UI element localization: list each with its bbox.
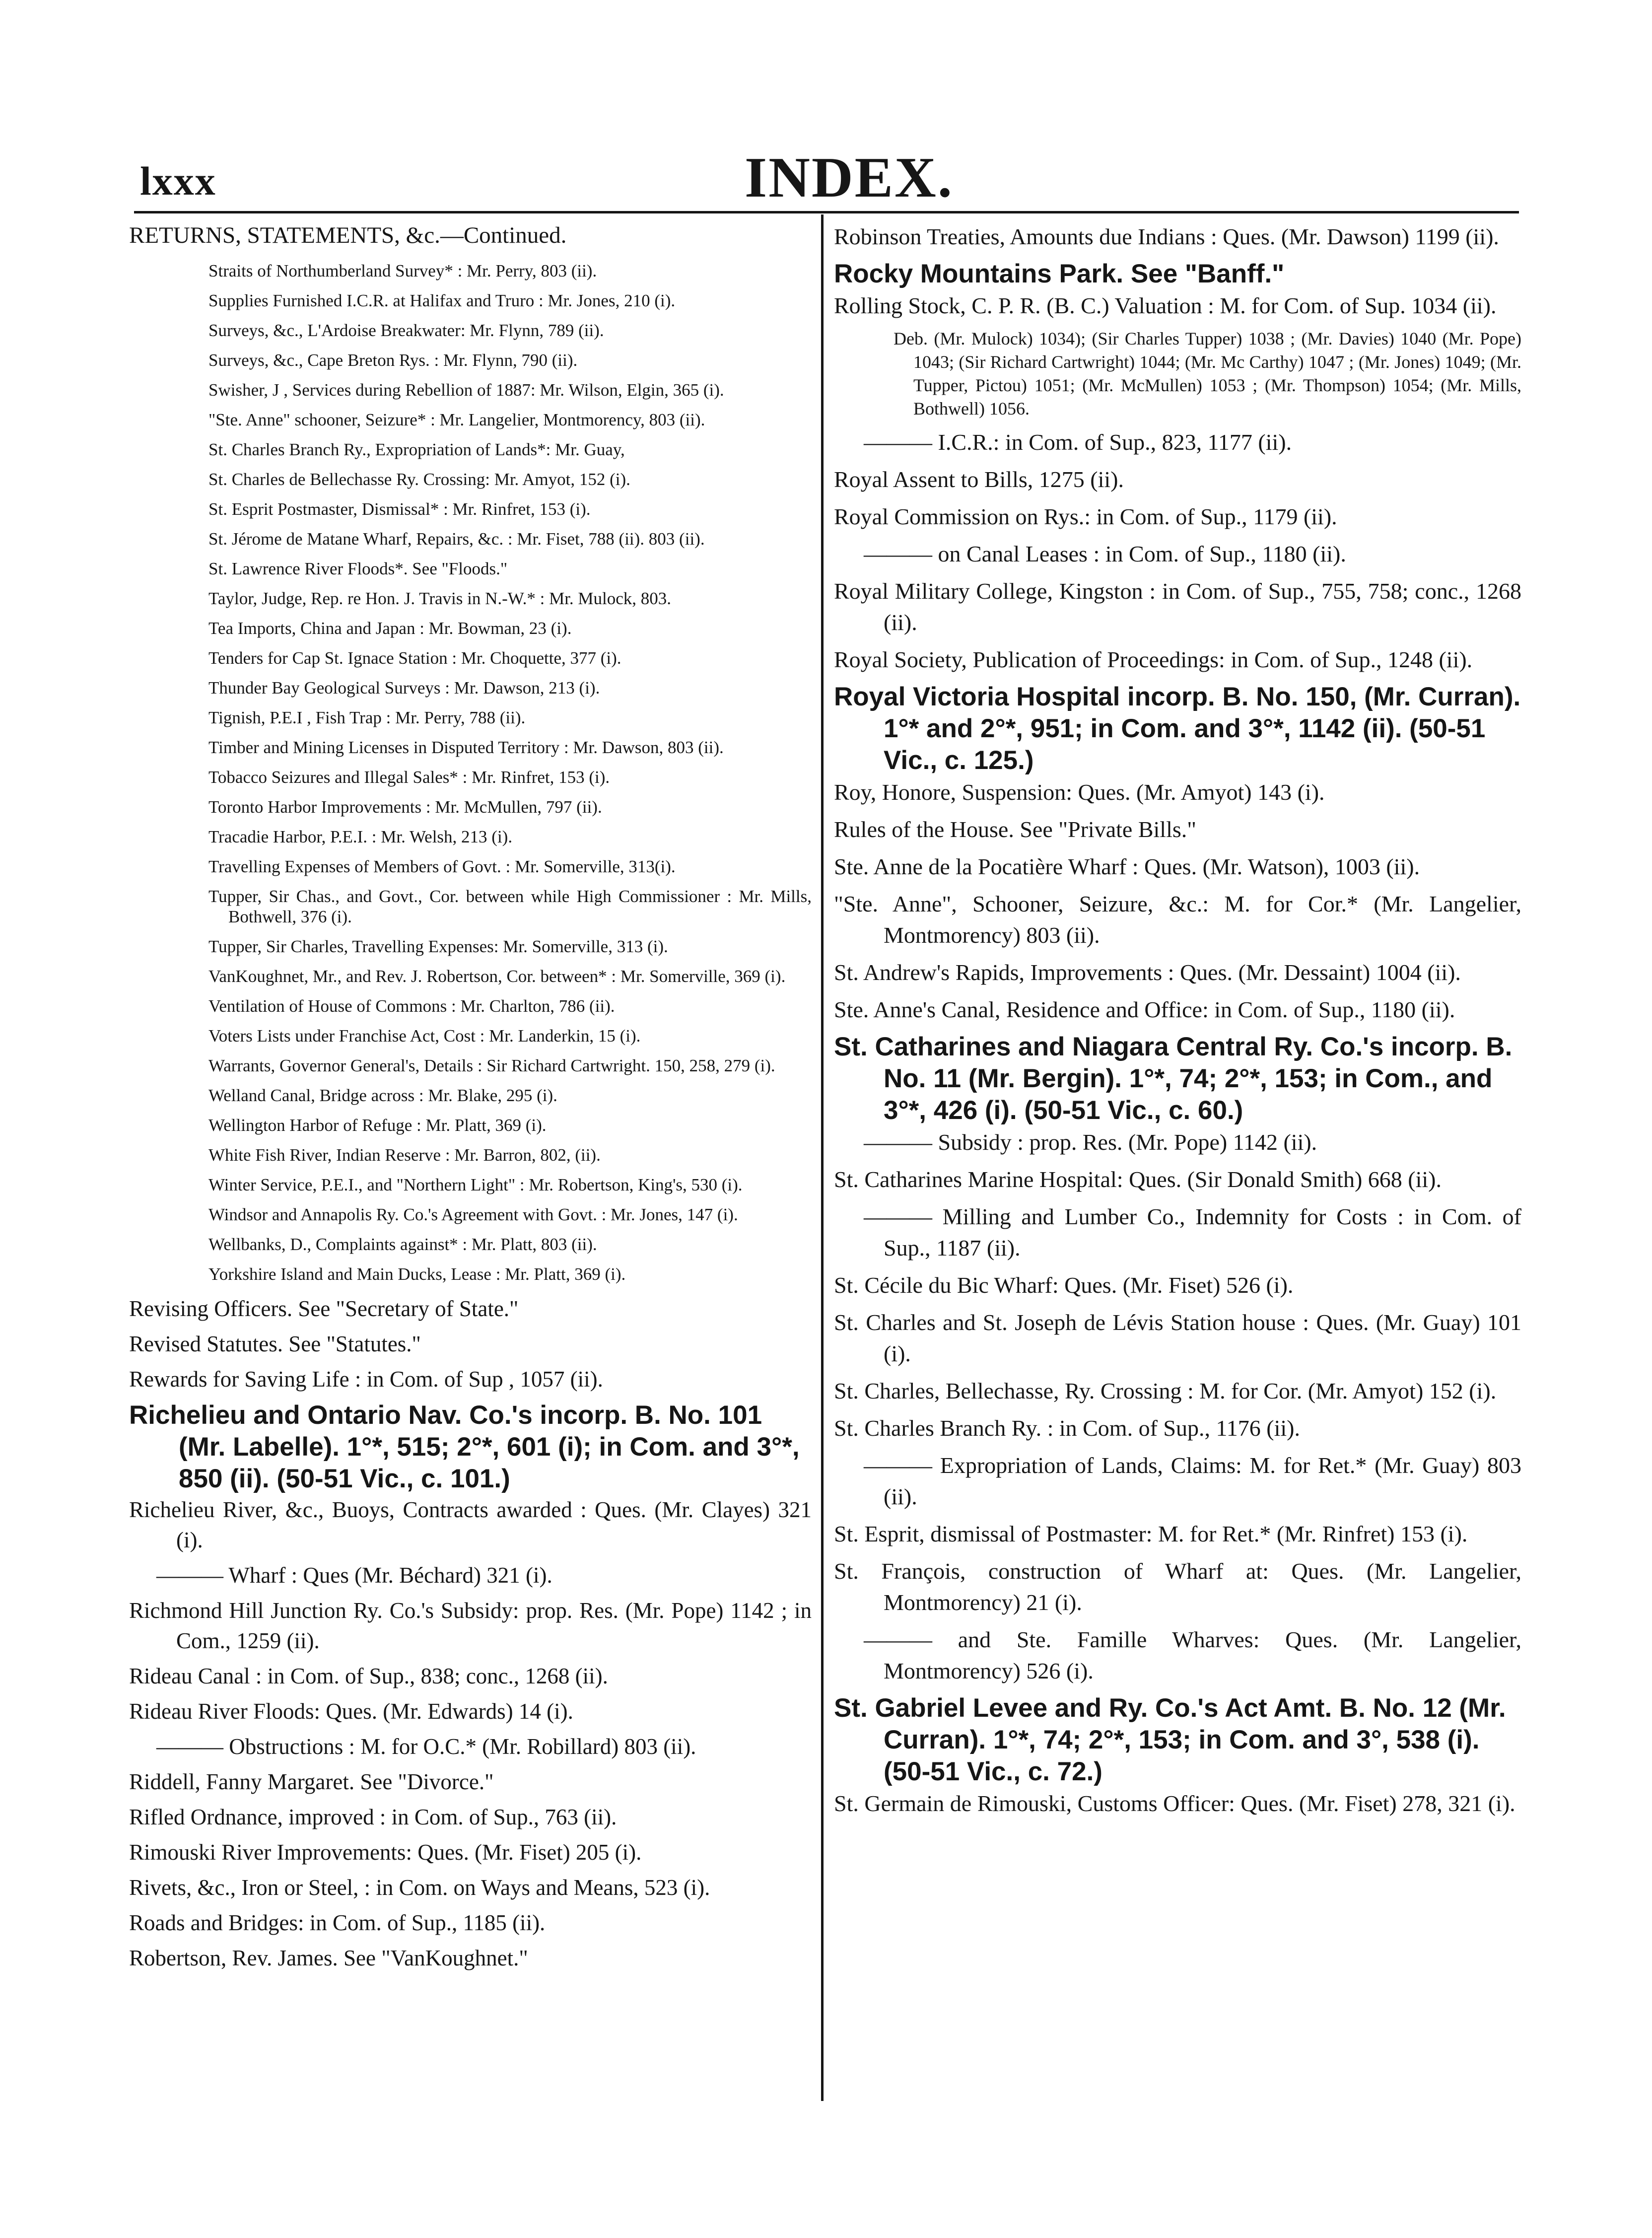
index-entry: Rewards for Saving Life : in Com. of Sup , 1057 (ii). — [129, 1367, 603, 1392]
index-entry: "Ste. Anne", Schooner, Seizure, &c.: M. for Cor.* (Mr. Langelier, Montmorency) 803 (ii). — [834, 891, 1521, 948]
index-entry: Ventilation of House of Commons : Mr. Charlton, 786 (ii). — [208, 996, 615, 1016]
index-entry: Tracadie Harbor, P.E.I. : Mr. Welsh, 213 (i). — [208, 827, 513, 846]
index-entry: St. Catharines Marine Hospital: Ques. (Sir Donald Smith) 668 (ii). — [834, 1167, 1442, 1192]
index-entry: Windsor and Annapolis Ry. Co.'s Agreement with Govt. : Mr. Jones, 147 (i). — [208, 1205, 738, 1224]
index-entry: Thunder Bay Geological Surveys : Mr. Dawson, 213 (i). — [208, 678, 600, 698]
index-entry: Royal Military College, Kingston : in Com. of Sup., 755, 758; conc., 1268 (ii). — [834, 578, 1521, 635]
index-entry: Richmond Hill Junction Ry. Co.'s Subsidy: prop. Res. (Mr. Pope) 1142 ; in Com., 1259 (ii). — [129, 1598, 812, 1653]
index-entry: Ste. Anne's Canal, Residence and Office: in Com. of Sup., 1180 (ii). — [834, 997, 1455, 1022]
index-entry: Royal Assent to Bills, 1275 (ii). — [834, 467, 1124, 492]
index-entry: Surveys, &c., L'Ardoise Breakwater: Mr. Flynn, 789 (ii). — [208, 321, 604, 340]
index-entry: Roy, Honore, Suspension: Ques. (Mr. Amyot) 143 (i). — [834, 779, 1325, 805]
index-entry: Riddell, Fanny Margaret. See "Divorce." — [129, 1769, 494, 1794]
index-entry: Warrants, Governor General's, Details : Sir Richard Cartwright. 150, 258, 279 (i). — [208, 1056, 775, 1075]
index-entry: Tobacco Seizures and Illegal Sales* : Mr. Rinfret, 153 (i). — [208, 768, 610, 787]
index-entry: "Ste. Anne" schooner, Seizure* : Mr. Langelier, Montmorency, 803 (ii). — [208, 410, 705, 429]
index-entry: Rules of the House. See "Private Bills." — [834, 817, 1197, 842]
index-entry: Roads and Bridges: in Com. of Sup., 1185 (ii). — [129, 1910, 546, 1935]
index-entry: Revising Officers. See "Secretary of State." — [129, 1296, 519, 1321]
index-entry: ——— Wharf : Ques (Mr. Béchard) 321 (i). — [156, 1563, 552, 1588]
index-entry: Rivets, &c., Iron or Steel, : in Com. on Ways and Means, 523 (i). — [129, 1875, 710, 1900]
index-entry: Rimouski River Improvements: Ques. (Mr. Fiset) 205 (i). — [129, 1840, 642, 1865]
index-entry: Rideau Canal : in Com. of Sup., 838; conc., 1268 (ii). — [129, 1664, 608, 1688]
index-entry: Richelieu and Ontario Nav. Co.'s incorp. B. No. 101 (Mr. Labelle). 1°*, 515; 2°*, 601 (i); in Com. and 3°*, 850 (ii). (50-51 Vic., c. 101.) — [129, 1400, 800, 1493]
index-entry: St. Cécile du Bic Wharf: Ques. (Mr. Fiset) 526 (i). — [834, 1272, 1294, 1298]
index-entry: White Fish River, Indian Reserve : Mr. Barron, 802, (ii). — [208, 1145, 601, 1165]
index-entry: Swisher, J , Services during Rebellion of 1887: Mr. Wilson, Elgin, 365 (i). — [208, 380, 724, 400]
index-entry: Robertson, Rev. James. See "VanKoughnet." — [129, 1946, 528, 1970]
index-entry: Revised Statutes. See "Statutes." — [129, 1331, 421, 1356]
index-entry: St. Charles Branch Ry. : in Com. of Sup., 1176 (ii). — [834, 1415, 1300, 1441]
left-column — [129, 221, 812, 2078]
index-entry: St. Charles de Bellechasse Ry. Crossing: Mr. Amyot, 152 (i). — [208, 470, 630, 489]
index-entry: Rocky Mountains Park. See "Banff." — [834, 259, 1285, 288]
index-entry: Royal Society, Publication of Proceedings: in Com. of Sup., 1248 (ii). — [834, 647, 1473, 672]
index-entry: Rolling Stock, C. P. R. (B. C.) Valuation : M. for Com. of Sup. 1034 (ii). — [834, 293, 1497, 318]
index-entry: ——— Obstructions : M. for O.C.* (Mr. Robillard) 803 (ii). — [156, 1734, 696, 1759]
index-entry: Voters Lists under Franchise Act, Cost : Mr. Landerkin, 15 (i). — [208, 1026, 641, 1046]
index-entry: St. Gabriel Levee and Ry. Co.'s Act Amt. B. No. 12 (Mr. Curran). 1°*, 74; 2°*, 153; in Com. and 3°, 538 (i). (50-51 Vic., c. 72.) — [834, 1693, 1506, 1786]
index-entry: Wellbanks, D., Complaints against* : Mr. Platt, 803 (ii). — [208, 1235, 597, 1254]
index-entry: Royal Commission on Rys.: in Com. of Sup., 1179 (ii). — [834, 504, 1337, 529]
index-entry: Tignish, P.E.I , Fish Trap : Mr. Perry, 788 (ii). — [208, 708, 526, 727]
index-entry: St. Germain de Rimouski, Customs Officer: Ques. (Mr. Fiset) 278, 321 (i). — [834, 1791, 1515, 1816]
index-entry: St. Lawrence River Floods*. See "Floods." — [208, 559, 508, 578]
index-entry: Winter Service, P.E.I., and "Northern Light" : Mr. Robertson, King's, 530 (i). — [208, 1175, 743, 1194]
index-entry: St. Andrew's Rapids, Improvements : Ques. (Mr. Dessaint) 1004 (ii). — [834, 960, 1461, 985]
index-entry: Tupper, Sir Charles, Travelling Expenses: Mr. Somerville, 313 (i). — [208, 937, 668, 956]
index-entry: VanKoughnet, Mr., and Rev. J. Robertson, Cor. between* : Mr. Somerville, 369 (i). — [208, 967, 786, 986]
index-entry: Tupper, Sir Chas., and Govt., Cor. between while High Commissioner : Mr. Mills, Bothwell, 376 (i). — [208, 887, 812, 926]
index-entry: St. Charles, Bellechasse, Ry. Crossing : M. for Cor. (Mr. Amyot) 152 (i). — [834, 1378, 1497, 1403]
index-entry: Supplies Furnished I.C.R. at Halifax and Truro : Mr. Jones, 210 (i). — [208, 291, 676, 310]
index-entry: Surveys, &c., Cape Breton Rys. : Mr. Flynn, 790 (ii). — [208, 350, 578, 370]
column-divider — [821, 214, 824, 2101]
index-entry: RETURNS, STATEMENTS, &c.—Continued. — [129, 222, 567, 248]
index-entry: Deb. (Mr. Mulock) 1034); (Sir Charles Tupper) 1038 ; (Mr. Davies) 1040 (Mr. Pope) 1043; (Sir Richard Cartwright) 1044; (Mr. Mc Carthy) 1047 ; (Mr. Jones) 1049; (Mr. Tupper, Pictou) 1051; (Mr. McMullen) 1053 ; (Mr. Thompson) 1054; (Mr. Mills, Bothwell) 1056. — [894, 329, 1521, 419]
index-entry: ——— and Ste. Famille Wharves: Ques. (Mr. Langelier, Montmorency) 526 (i). — [864, 1627, 1521, 1683]
index-entry: Rifled Ordnance, improved : in Com. of Sup., 763 (ii). — [129, 1805, 617, 1829]
header-rule — [134, 211, 1519, 213]
page-title: INDEX. — [745, 146, 954, 210]
index-entry: Taylor, Judge, Rep. re Hon. J. Travis in N.-W.* : Mr. Mulock, 803. — [208, 589, 672, 608]
index-entry: Wellington Harbor of Refuge : Mr. Platt, 369 (i). — [208, 1116, 547, 1135]
index-entry: St. Catharines and Niagara Central Ry. Co.'s incorp. B. No. 11 (Mr. Bergin). 1°*, 74; 2°*, 153; in Com., and 3°*, 426 (i). (50-51 Vic., c. 60.) — [834, 1032, 1513, 1125]
index-entry: Tea Imports, China and Japan : Mr. Bowman, 23 (i). — [208, 619, 572, 638]
index-entry: St. Jérome de Matane Wharf, Repairs, &c. : Mr. Fiset, 788 (ii). 803 (ii). — [208, 529, 705, 549]
index-entry: Robinson Treaties, Amounts due Indians : Ques. (Mr. Dawson) 1199 (ii). — [834, 224, 1499, 249]
index-entry: St. Charles Branch Ry., Expropriation of Lands*: Mr. Guay, — [208, 440, 625, 459]
index-entry: St. Esprit Postmaster, Dismissal* : Mr. Rinfret, 153 (i). — [208, 499, 591, 519]
right-column — [834, 221, 1521, 2078]
index-entry: Timber and Mining Licenses in Disputed Territory : Mr. Dawson, 803 (ii). — [208, 738, 724, 757]
index-entry: Tenders for Cap St. Ignace Station : Mr. Choquette, 377 (i). — [208, 648, 621, 668]
index-entry: Rideau River Floods: Ques. (Mr. Edwards) 14 (i). — [129, 1699, 573, 1724]
page-number: lxxx — [140, 158, 216, 204]
index-entry: Ste. Anne de la Pocatière Wharf : Ques. (Mr. Watson), 1003 (ii). — [834, 854, 1420, 879]
index-entry: ——— Expropriation of Lands, Claims: M. for Ret.* (Mr. Guay) 803 (ii). — [864, 1453, 1521, 1509]
index-entry: ——— Milling and Lumber Co., Indemnity for Costs : in Com. of Sup., 1187 (ii). — [864, 1204, 1521, 1260]
index-entry: St. Esprit, dismissal of Postmaster: M. for Ret.* (Mr. Rinfret) 153 (i). — [834, 1521, 1468, 1546]
index-entry: Straits of Northumberland Survey* : Mr. Perry, 803 (ii). — [208, 261, 597, 280]
index-entry: St. François, construction of Wharf at: Ques. (Mr. Langelier, Montmorency) 21 (i). — [834, 1558, 1521, 1615]
index-entry: ——— Subsidy : prop. Res. (Mr. Pope) 1142 (ii). — [864, 1129, 1317, 1155]
index-entry: Travelling Expenses of Members of Govt. : Mr. Somerville, 313(i). — [208, 857, 676, 876]
index-entry: Welland Canal, Bridge across : Mr. Blake, 295 (i). — [208, 1086, 557, 1105]
index-entry: Royal Victoria Hospital incorp. B. No. 150, (Mr. Curran). 1°* and 2°*, 951; in Com. and 3°*, 1142 (ii). (50-51 Vic., c. 125.) — [834, 682, 1521, 775]
index-entry: Richelieu River, &c., Buoys, Contracts awarded : Ques. (Mr. Clayes) 321 (i). — [129, 1497, 812, 1552]
index-entry: ——— on Canal Leases : in Com. of Sup., 1180 (ii). — [864, 541, 1346, 566]
index-entry: Toronto Harbor Improvements : Mr. McMullen, 797 (ii). — [208, 797, 602, 817]
index-entry: Yorkshire Island and Main Ducks, Lease : Mr. Platt, 369 (i). — [208, 1264, 626, 1284]
index-entry: ——— I.C.R.: in Com. of Sup., 823, 1177 (ii). — [864, 429, 1292, 455]
index-entry: St. Charles and St. Joseph de Lévis Station house : Ques. (Mr. Guay) 101 (i). — [834, 1310, 1521, 1366]
